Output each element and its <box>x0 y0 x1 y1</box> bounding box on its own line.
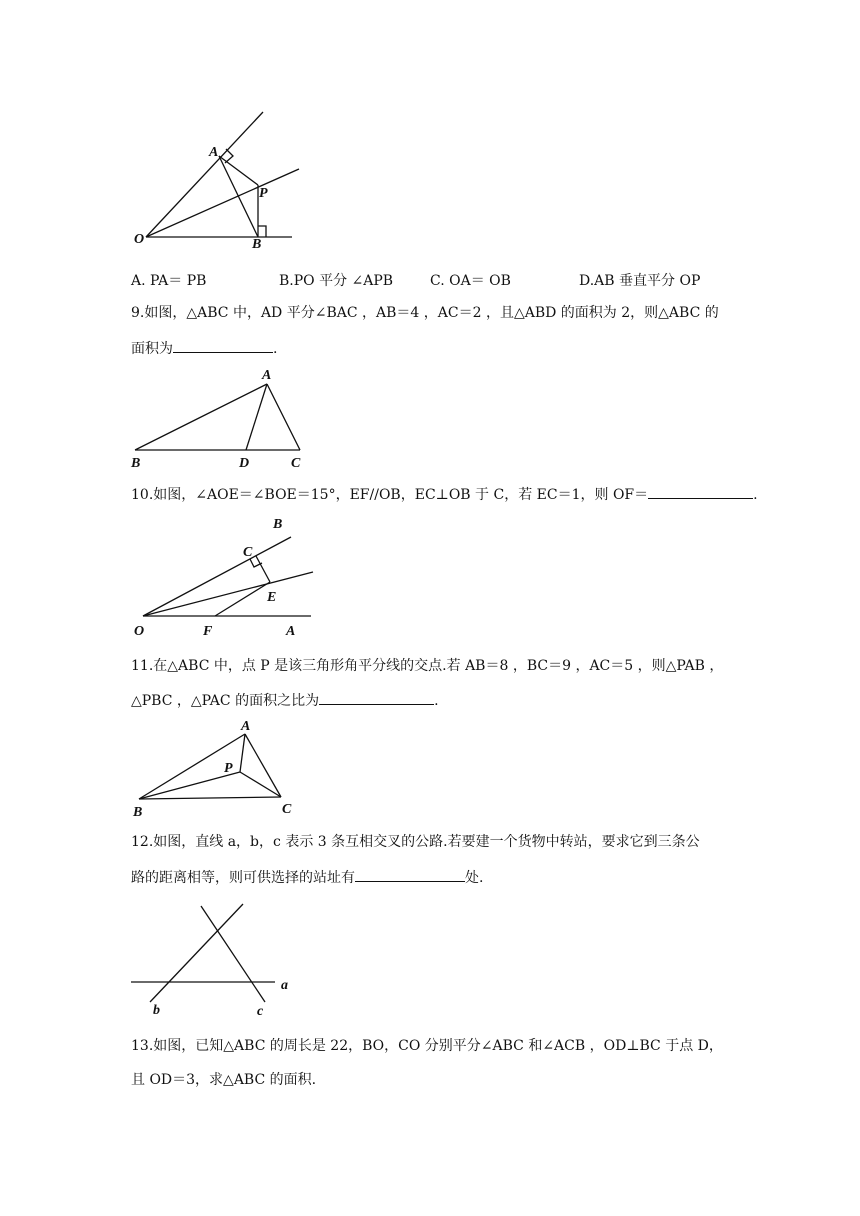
q9-label-a: A <box>262 368 272 383</box>
q11-figure <box>125 712 305 822</box>
q8-label-a: A <box>209 145 219 160</box>
q11-question-end: . <box>434 693 439 709</box>
q12-question-end: 处. <box>465 870 484 886</box>
q10-label-e: E <box>267 590 277 605</box>
q8-label-o: O <box>134 232 145 247</box>
q10-label-a: A <box>286 624 296 639</box>
q9-question-text: 面积为 <box>131 341 173 357</box>
q10-question <box>131 484 758 505</box>
q11-label-b: B <box>133 805 143 820</box>
q9-label-c: C <box>291 456 301 471</box>
q11-question-line2 <box>131 690 439 711</box>
q12-figure <box>125 898 305 1023</box>
q11-question-line1: 11.在△ABC 中，点 P 是该三角形角平分线的交点.若 AB＝8 ，BC＝9 ，AC＝5 ，则△PAB ， <box>131 658 724 674</box>
q10-label-o: O <box>134 624 145 639</box>
q8-label-p: P <box>259 186 268 201</box>
q12-answer-blank <box>355 867 465 882</box>
q9-figure <box>125 362 325 472</box>
q9-question-line2 <box>131 338 277 359</box>
q8-option-a: A. PA＝ PB <box>131 273 207 289</box>
q9-question-end: . <box>273 341 278 357</box>
q9-answer-blank <box>173 338 273 353</box>
q13-question-line1: 13.如图，已知△ABC 的周长是 22，BO，CO 分别平分∠ABC 和∠ACB ，OD⊥BC 于点 D， <box>131 1038 723 1054</box>
q11-label-p: P <box>224 761 233 776</box>
q8-label-b: B <box>252 237 262 252</box>
q11-question-text: △PBC ，△PAC 的面积之比为 <box>131 693 320 709</box>
q12-question-line1: 12.如图，直线 a，b，c 表示 3 条互相交叉的公路.若要建一个货物中转站，要求它到三条公 <box>131 834 700 850</box>
q8-option-b: B.PO 平分 ∠APB <box>279 273 394 289</box>
q10-label-b: B <box>273 517 283 532</box>
q11-label-c: C <box>282 802 292 817</box>
q10-figure <box>125 510 325 640</box>
q12-question-line2 <box>131 867 483 888</box>
q10-question-end: . <box>753 487 758 503</box>
q12-question-text: 路的距离相等，则可供选择的站址有 <box>131 870 355 886</box>
q12-label-b: b <box>153 1003 160 1018</box>
q9-label-d: D <box>239 456 250 471</box>
q13-question-line2: 且 OD＝3，求△ABC 的面积. <box>131 1072 317 1088</box>
q10-label-c: C <box>243 545 253 560</box>
q10-answer-blank <box>648 484 753 499</box>
q9-question-line1: 9.如图，△ABC 中，AD 平分∠BAC ，AB＝4 ，AC＝2 ，且△ABD 的面积为 2，则△ABC 的 <box>131 305 719 321</box>
q11-answer-blank <box>319 690 434 705</box>
q11-label-a: A <box>241 719 251 734</box>
q12-label-a: a <box>281 978 288 993</box>
q10-question-text: 10.如图，∠AOE＝∠BOE＝15°，EF//OB，EC⊥OB 于 C，若 EC＝1，则 OF＝ <box>131 487 649 503</box>
q9-label-b: B <box>131 456 141 471</box>
q8-option-c: C. OA＝ OB <box>430 273 511 289</box>
q12-label-c: c <box>257 1004 264 1019</box>
q10-label-f: F <box>203 624 213 639</box>
q8-option-d: D.AB 垂直平分 OP <box>579 273 701 289</box>
q8-figure <box>125 100 325 260</box>
